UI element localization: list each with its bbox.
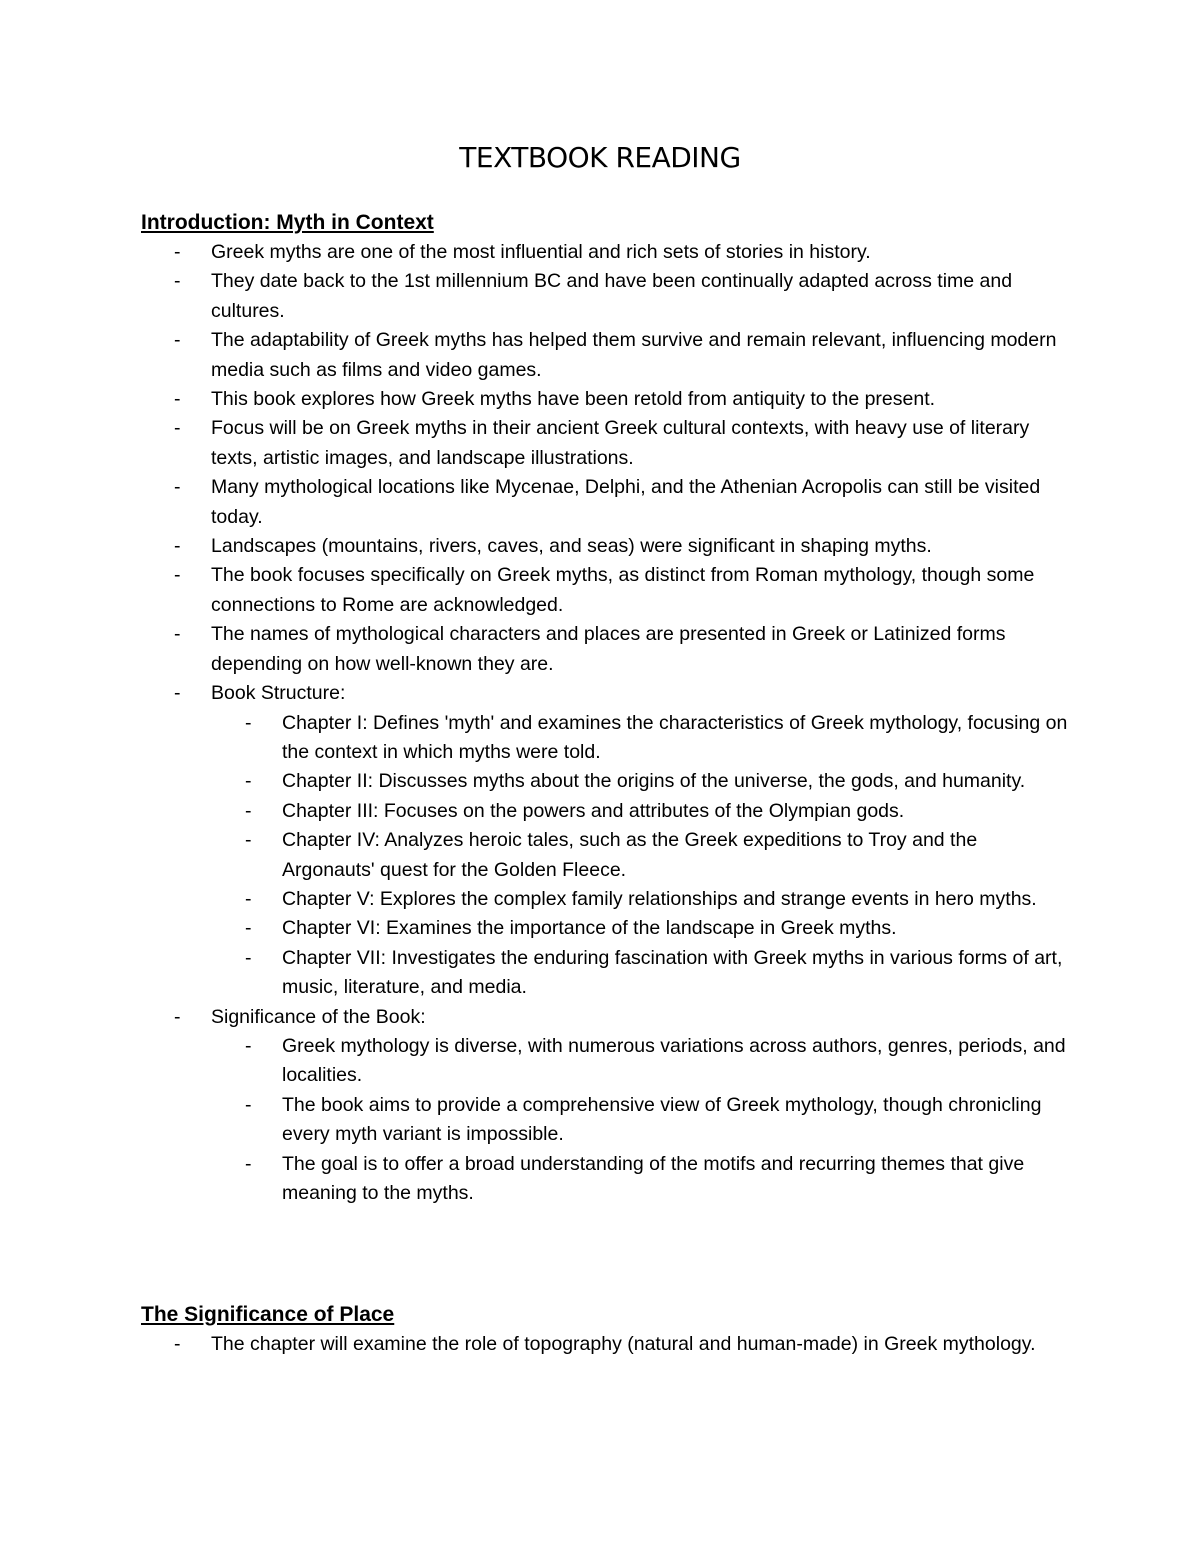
list-item [141, 1330, 1071, 1359]
list-item [141, 473, 1071, 532]
list-item-text: Landscapes (mountains, rivers, caves, and seas) were significant in shaping myths. [211, 535, 932, 558]
bullet-list [141, 238, 1071, 1208]
bullet-dash: - [174, 241, 181, 263]
sub-list-item [211, 767, 1071, 796]
sub-list-item [211, 1032, 1071, 1091]
bullet-dash: - [174, 270, 181, 293]
sub-list-item [211, 709, 1071, 768]
sub-list-item-text: Chapter IV: Analyzes heroic tales, such as the Greek expeditions to Troy and the Argonauts' quest for the Golden Fleece. [282, 829, 978, 881]
sub-list-item [211, 1150, 1071, 1209]
list-item [141, 1003, 1071, 1209]
sub-list-item [211, 944, 1071, 1003]
list-item [141, 532, 1071, 561]
sub-list-item-text: Chapter V: Explores the complex family relationships and strange events in hero myths. [282, 887, 1037, 910]
list-item [141, 414, 1071, 473]
bullet-dash: - [174, 388, 181, 411]
bullet-dash: - [174, 329, 181, 352]
bullet-dash: - [174, 476, 181, 499]
sub-list-item-text: Chapter VII: Investigates the enduring fascination with Greek myths in various forms of art, music, literature, and media. [282, 946, 1063, 999]
list-item [141, 679, 1071, 1002]
list-item-text: The adaptability of Greek myths has helped them survive and remain relevant, influencing modern media such as films and video games. [211, 329, 1057, 381]
bullet-dash: - [245, 799, 252, 822]
list-item [141, 267, 1071, 326]
section-heading: Introduction: Myth in Context [141, 211, 434, 234]
sub-list-item-text: Chapter II: Discusses myths about the origins of the universe, the gods, and humanity. [282, 770, 1026, 793]
sub-list-item-text: Greek mythology is diverse, with numerous variations across authors, genres, periods, and localities. [282, 1034, 1066, 1087]
bullet-dash: - [245, 1034, 252, 1057]
bullet-dash: - [174, 1005, 181, 1028]
list-item-text: Significance of the Book: [211, 1005, 426, 1028]
list-item [141, 385, 1071, 414]
sub-list-item [211, 1091, 1071, 1150]
bullet-dash: - [174, 682, 181, 705]
list-item [141, 620, 1071, 679]
sub-list-item-text: Chapter VI: Examines the importance of the landscape in Greek myths. [282, 917, 897, 940]
list-item [141, 561, 1071, 620]
bullet-dash: - [245, 1152, 252, 1175]
sub-bullet-list [141, 1032, 1071, 1208]
bullet-dash: - [174, 535, 181, 558]
bullet-dash: - [174, 1333, 181, 1355]
list-item-text: Book Structure: [211, 682, 346, 705]
list-item [141, 238, 1071, 267]
bullet-dash: - [245, 770, 252, 793]
sub-list-item [211, 826, 1071, 885]
list-item-text: Greek myths are one of the most influential and rich sets of stories in history. [211, 241, 871, 263]
list-item-text: They date back to the 1st millennium BC and have been continually adapted across time and cultures. [211, 270, 1013, 322]
bullet-dash: - [245, 1093, 252, 1116]
list-item-text: The chapter will examine the role of topography (natural and human-made) in Greek mythology. [211, 1333, 1036, 1355]
list-item-text: Many mythological locations like Mycenae, Delphi, and the Athenian Acropolis can still be visited today. [211, 476, 1041, 528]
bullet-dash: - [245, 946, 252, 969]
section-heading: The Significance of Place [141, 1303, 395, 1326]
sub-list-item [211, 914, 1071, 943]
bullet-dash: - [245, 711, 252, 734]
sub-list-item-text: Chapter III: Focuses on the powers and attributes of the Olympian gods. [282, 799, 905, 822]
bullet-list [141, 1330, 1071, 1359]
bullet-dash: - [245, 829, 252, 852]
bullet-dash: - [245, 887, 252, 910]
section-introduction [141, 208, 1071, 1208]
sub-list-item-text: The book aims to provide a comprehensive view of Greek mythology, though chronicling every myth variant is impossible. [282, 1093, 1042, 1146]
document-title: TEXTBOOK READING [459, 141, 741, 174]
bullet-dash: - [174, 417, 181, 440]
bullet-dash: - [174, 564, 181, 587]
list-item-text: The book focuses specifically on Greek myths, as distinct from Roman mythology, though some connections to Rome are acknowledged. [211, 564, 1035, 616]
sub-list-item-text: Chapter I: Defines 'myth' and examines the characteristics of Greek mythology, focusing on the context in which myths were told. [282, 711, 1068, 763]
list-item-text: This book explores how Greek myths have been retold from antiquity to the present. [211, 388, 936, 411]
list-item-text: Focus will be on Greek myths in their ancient Greek cultural contexts, with heavy use of literary texts, artistic images, and landscape illustrations. [211, 417, 1030, 469]
sub-list-item-text: The goal is to offer a broad understanding of the motifs and recurring themes that give meaning to the myths. [282, 1152, 1025, 1204]
sub-list-item [211, 797, 1071, 826]
list-item-text: The names of mythological characters and places are presented in Greek or Latinized forms depending on how well-known they are. [211, 623, 1006, 675]
section-significance-of-place [141, 1300, 1071, 1359]
list-item [141, 326, 1071, 385]
sub-list-item [211, 885, 1071, 914]
sub-bullet-list [141, 709, 1071, 1003]
bullet-dash: - [245, 917, 252, 940]
bullet-dash: - [174, 623, 181, 646]
